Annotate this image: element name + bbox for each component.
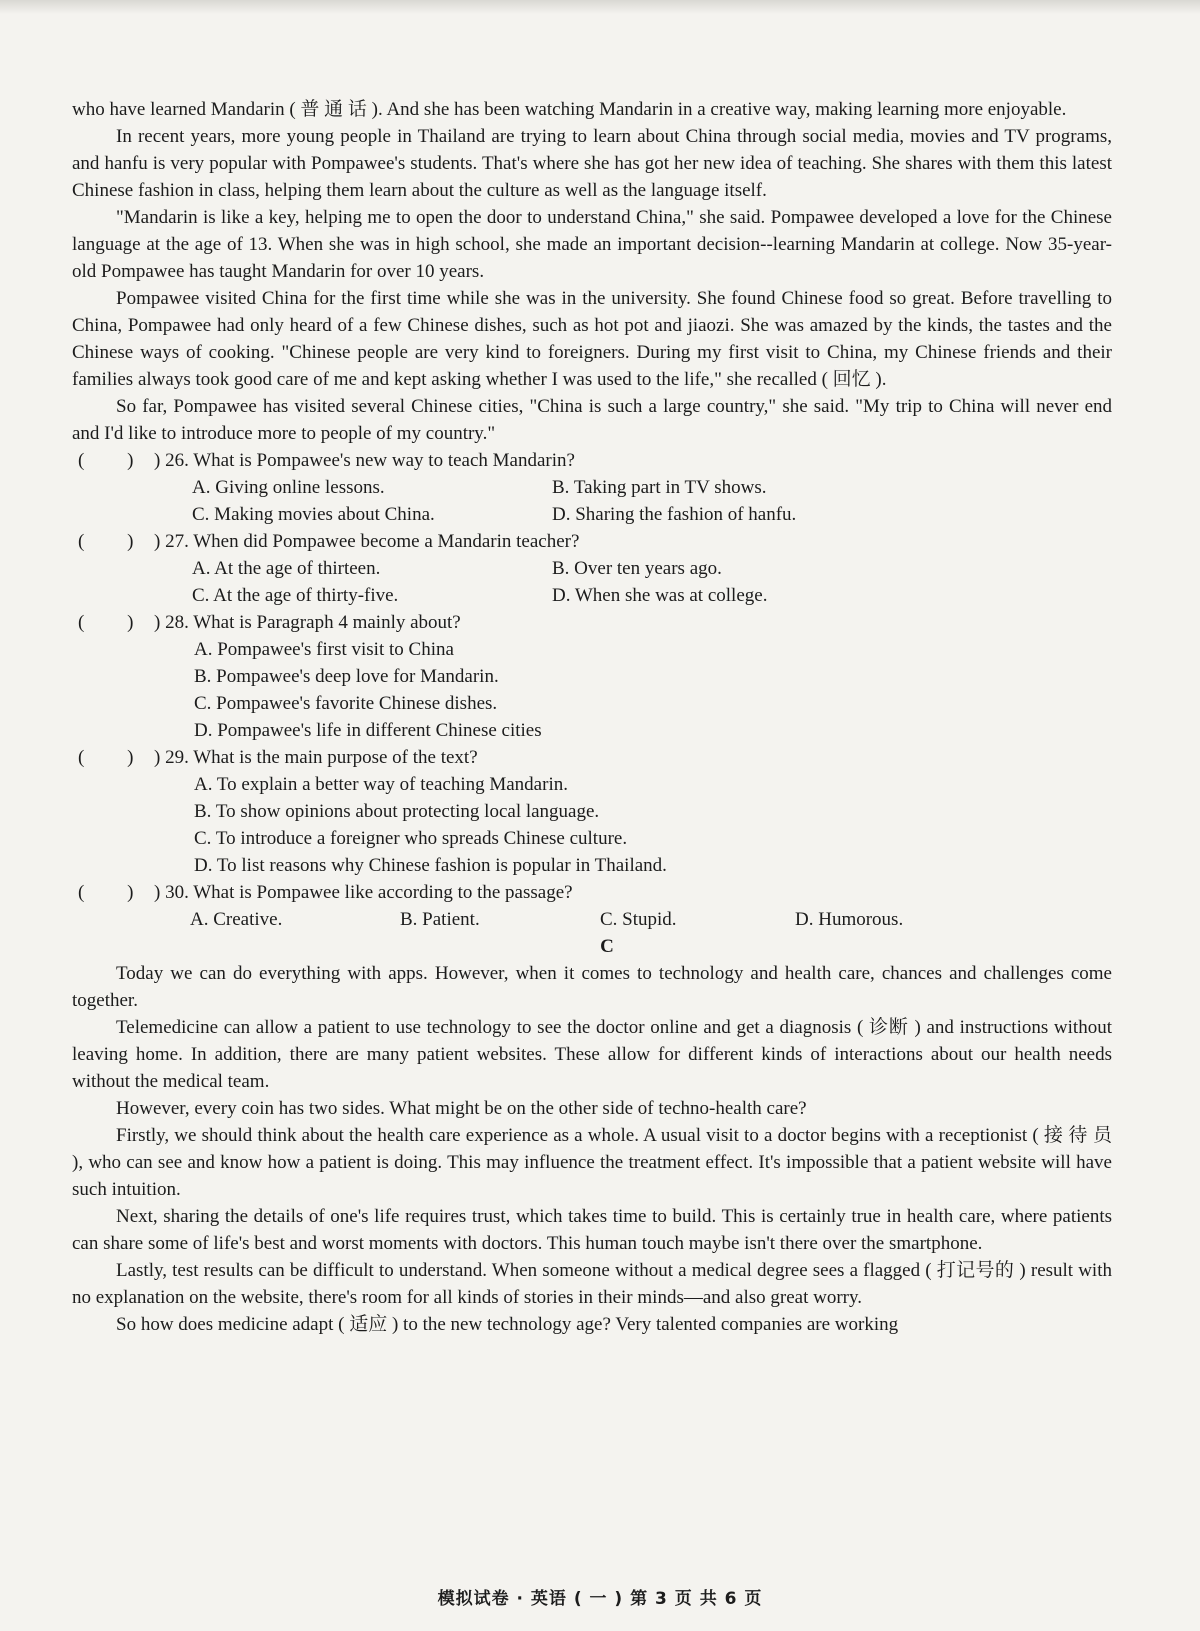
passage-paragraph: "Mandarin is like a key, helping me to open the door to understand China," she said. Pompawee developed a love for the Chinese language at the age of 13. When she was in high school, she made an important decision--learning Mandarin at college. Now 35-year-old Pompawee has taught Mandarin for over 10 years. — [72, 207, 1112, 282]
question-stem: ) 28. What is Paragraph 4 mainly about? — [154, 612, 461, 633]
option: D. Humorous. — [795, 909, 904, 930]
answer-blank[interactable] — [78, 528, 133, 555]
passage-paragraph: Next, sharing the details of one's life requires trust, which takes time to build. This is certainly true in health care, where patients can share some of life's best and worst moments with doctors. This human touch maybe isn't there over the smartphone. — [72, 1206, 1112, 1254]
option: C. Making movies about China. — [192, 504, 435, 525]
scan-top-edge — [0, 0, 1200, 14]
option: A. At the age of thirteen. — [192, 558, 381, 579]
passage-paragraph: However, every coin has two sides. What might be on the other side of techno-health care? — [116, 1098, 807, 1119]
option: D. When she was at college. — [552, 585, 768, 606]
question-stem: ) 29. What is the main purpose of the text? — [154, 747, 478, 768]
question-30 — [72, 879, 1112, 933]
option: D. Pompawee's life in different Chinese cities — [194, 720, 542, 741]
option: B. To show opinions about protecting local language. — [194, 801, 600, 822]
passage-paragraph: Lastly, test results can be difficult to understand. When someone without a medical degree sees a flagged ( 打记号的 ) result with no explanation on the website, there's room for all kinds of stories in their minds—and also great worry. — [72, 1260, 1112, 1308]
question-29 — [72, 744, 1112, 879]
option: B. Patient. — [400, 909, 480, 930]
answer-blank[interactable] — [78, 609, 133, 636]
option: A. To explain a better way of teaching Mandarin. — [194, 774, 568, 795]
option: C. Stupid. — [600, 909, 677, 930]
option: D. Sharing the fashion of hanfu. — [552, 504, 797, 525]
passage-paragraph: Today we can do everything with apps. However, when it comes to technology and health care, chances and challenges come together. — [72, 963, 1112, 1011]
passage-paragraph: In recent years, more young people in Thailand are trying to learn about China through social media, movies and TV programs, and hanfu is very popular with Pompawee's students. That's where she has got her new idea of teaching. She shares with them this latest Chinese fashion in class, helping them learn about the culture as well as the language itself. — [72, 126, 1112, 201]
passage-paragraph: who have learned Mandarin ( 普 通 话 ). And she has been watching Mandarin in a creative way, making learning more enjoyable. — [72, 99, 1067, 120]
option: D. To list reasons why Chinese fashion is popular in Thailand. — [194, 855, 667, 876]
question-26 — [72, 447, 1112, 528]
passage-paragraph: Pompawee visited China for the first time while she was in the university. She found Chinese food so great. Before travelling to China, Pompawee had only heard of a few Chinese dishes, such as hot pot and jiaozi. She was amazed by the kinds, the tastes and the Chinese ways of cooking. "Chinese people are very kind to foreigners. During my first visit to China, my Chinese friends and their families always took good care of me and kept asking whether I was used to the life," she recalled ( 回忆 ). — [72, 288, 1112, 390]
question-stem: ) 30. What is Pompawee like according to the passage? — [154, 882, 573, 903]
option: C. At the age of thirty-five. — [192, 585, 399, 606]
answer-blank[interactable] — [78, 879, 133, 906]
option: B. Pompawee's deep love for Mandarin. — [194, 666, 499, 687]
option: C. To introduce a foreigner who spreads Chinese culture. — [194, 828, 628, 849]
option: C. Pompawee's favorite Chinese dishes. — [194, 693, 498, 714]
page-footer: 模拟试卷 · 英语 ( 一 ) 第 3 页 共 6 页 — [437, 1589, 763, 1609]
answer-blank[interactable] — [78, 744, 133, 771]
question-28 — [72, 609, 1112, 744]
answer-blank[interactable] — [78, 447, 133, 474]
option: A. Pompawee's first visit to China — [194, 639, 454, 660]
question-stem: ) 26. What is Pompawee's new way to teach Mandarin? — [154, 450, 575, 471]
question-stem: ) 27. When did Pompawee become a Mandarin teacher? — [154, 531, 580, 552]
option: A. Giving online lessons. — [192, 477, 385, 498]
option: B. Taking part in TV shows. — [552, 477, 767, 498]
passage-paragraph: Firstly, we should think about the health care experience as a whole. A usual visit to a doctor begins with a receptionist ( 接 待 员 ), who can see and know how a patient is doing. This may influence the treatment effect. It's impossible that a patient website will have such intuition. — [72, 1125, 1112, 1200]
passage-paragraph: Telemedicine can allow a patient to use technology to see the doctor online and get a diagnosis ( 诊断 ) and instructions without leaving home. In addition, there are many patient websites. These allow for different kinds of interactions about our health needs without the medical team. — [72, 1017, 1112, 1092]
option: B. Over ten years ago. — [552, 558, 722, 579]
passage-paragraph: So how does medicine adapt ( 适应 ) to the new technology age? Very talented companies are working — [116, 1314, 899, 1335]
exam-page — [72, 96, 1112, 1338]
section-heading: C — [600, 936, 614, 957]
question-27 — [72, 528, 1112, 609]
passage-paragraph: So far, Pompawee has visited several Chinese cities, "China is such a large country," she said. "My trip to China will never end and I'd like to introduce more to people of my country." — [72, 396, 1112, 444]
option: A. Creative. — [190, 909, 283, 930]
